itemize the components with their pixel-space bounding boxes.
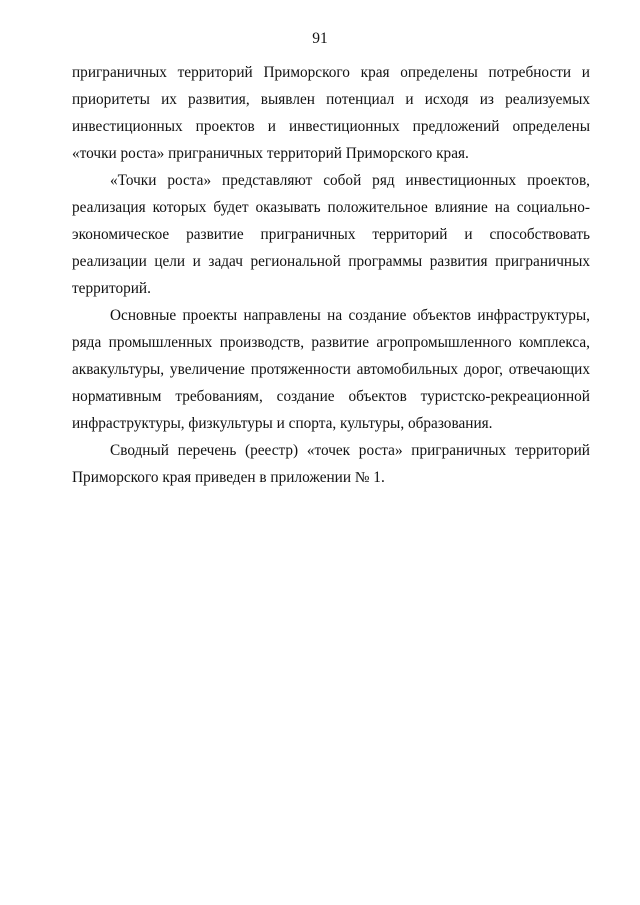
paragraph-growth-points: «Точки роста» представляют собой ряд инвестиционных проектов, реализация которых будет оказывать положительное влияние на социально-экономическое развитие приграничных территорий и способствовать реализации цели и задач региональной программы развития приграничных территорий. (72, 172, 590, 297)
document-body (72, 59, 590, 491)
paragraph-registry-reference: Сводный перечень (реестр) «точек роста» приграничных территорий Приморского края приведен в приложении № 1. (72, 442, 590, 486)
paragraph-main-projects: Основные проекты направлены на создание объектов инфраструктуры, ряда промышленных производств, развитие агропромышленного комплекса, аквакультуры, увеличение протяженности автомобильных дорог, отвечающих нормативным требованиям, создание объектов туристско-рекреационной инфраструктуры, физкультуры и спорта, культуры, образования. (72, 307, 590, 432)
page-number: 91 (312, 30, 328, 47)
paragraph-continuation: приграничных территорий Приморского края определены потребности и приоритеты их развития, выявлен потенциал и исходя из реализуемых инвестиционных проектов и инвестиционных предложений определены «точки роста» приграничных территорий Приморского края. (72, 64, 590, 162)
